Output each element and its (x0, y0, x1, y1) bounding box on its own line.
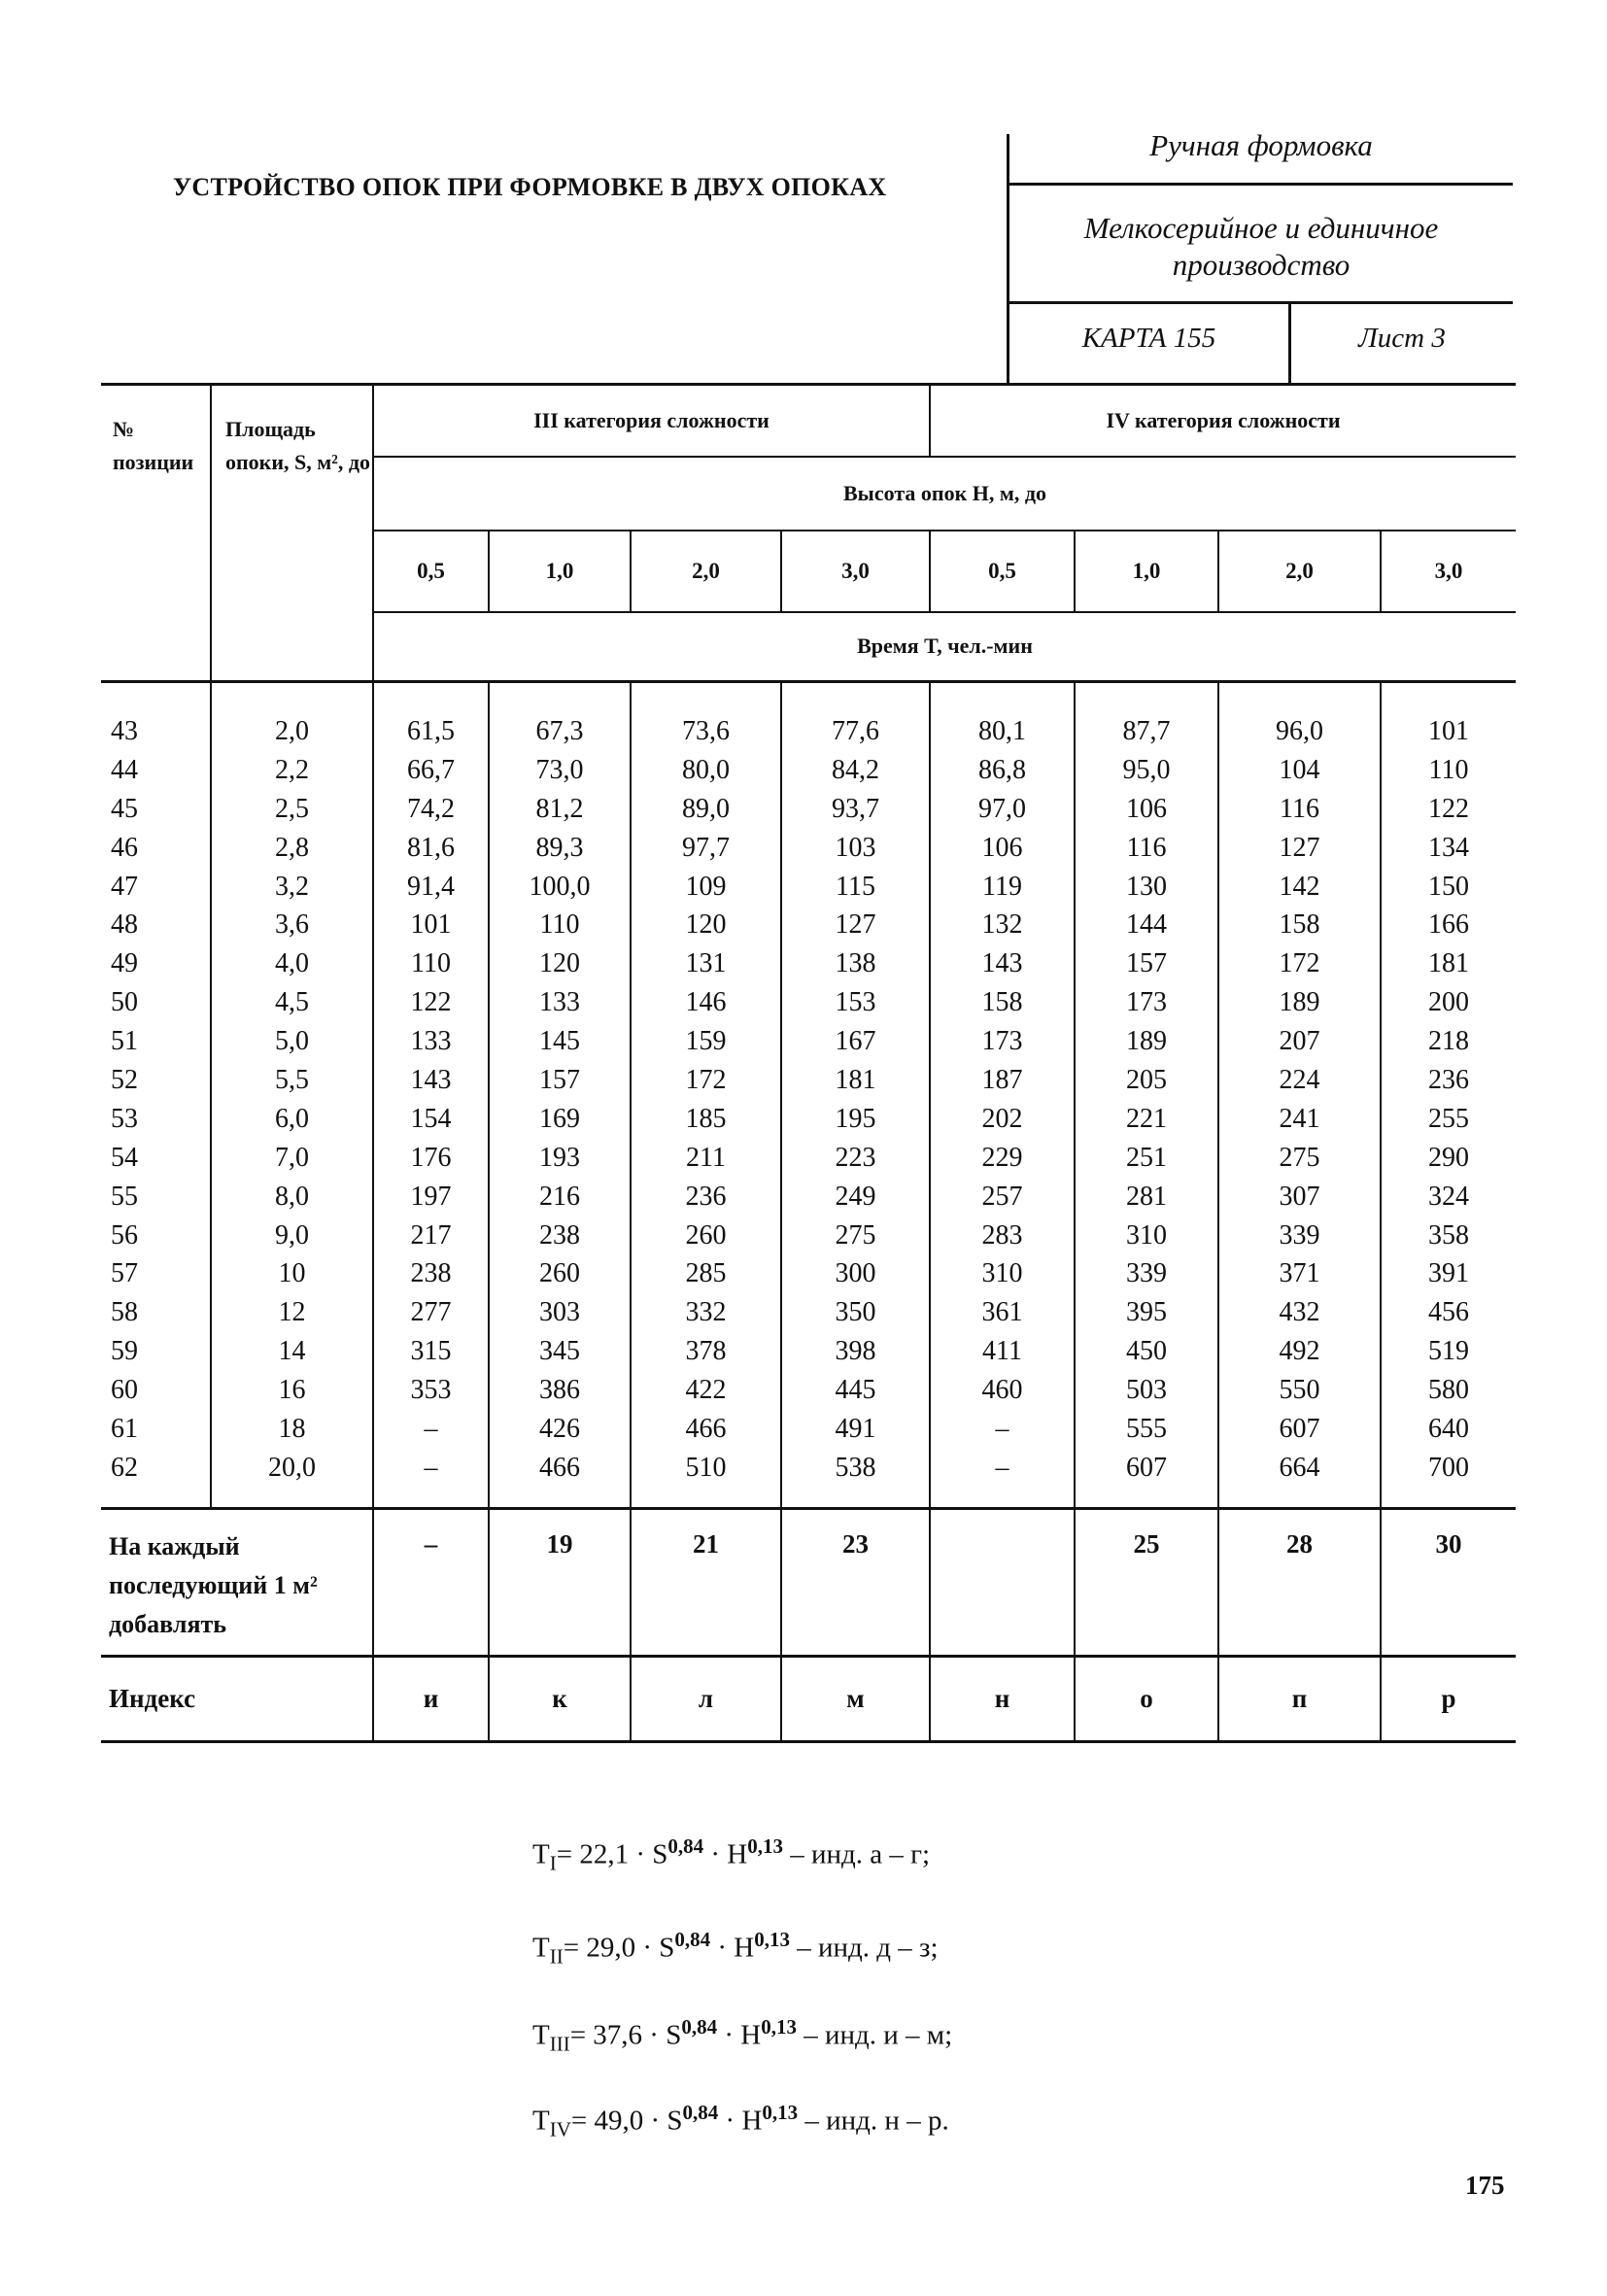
time-value: 386 (489, 1371, 631, 1410)
time-value: 249 (781, 1178, 930, 1217)
time-value: 101 (1381, 682, 1516, 751)
index-value: к (489, 1656, 631, 1741)
area-value: 9,0 (211, 1217, 373, 1255)
time-value: 664 (1218, 1449, 1381, 1508)
formula-subscript: II (549, 1944, 564, 1969)
time-value: 205 (1075, 1061, 1218, 1100)
index-value: и (373, 1656, 489, 1741)
area-value: 16 (211, 1371, 373, 1410)
time-value: 172 (1218, 944, 1381, 983)
area-value: 12 (211, 1293, 373, 1332)
time-value: 218 (1381, 1022, 1516, 1061)
index-value: о (1075, 1656, 1218, 1741)
time-value: 133 (373, 1022, 489, 1061)
index-value: п (1218, 1656, 1381, 1741)
time-value: 91,4 (373, 868, 489, 907)
time-value: 238 (373, 1254, 489, 1293)
area-value: 20,0 (211, 1449, 373, 1508)
table-row (101, 868, 1516, 907)
table-row (101, 829, 1516, 868)
time-value: – (373, 1449, 489, 1508)
time-value: 450 (1075, 1332, 1218, 1371)
time-value: 130 (1075, 868, 1218, 907)
time-value: 224 (1218, 1061, 1381, 1100)
sheet-number: Лист 3 (1358, 323, 1446, 354)
time-value: 93,7 (781, 790, 930, 829)
formula-lhs: T (532, 1932, 550, 1964)
time-value: 87,7 (1075, 682, 1218, 751)
time-value: 120 (489, 944, 631, 983)
time-value: 122 (1381, 790, 1516, 829)
time-value: 310 (1075, 1217, 1218, 1255)
col-header-category-3: III категория сложности (373, 385, 930, 457)
add-per-m2-label: На каждый последующий 1 м² добавлять (101, 1508, 373, 1656)
time-value: 187 (930, 1061, 1075, 1100)
index-row (101, 1656, 1516, 1741)
add-per-m2-value: 19 (489, 1508, 631, 1656)
time-value: 281 (1075, 1178, 1218, 1217)
time-value: 153 (781, 983, 930, 1022)
formula-coefficient: = 29,0 · S (563, 1932, 675, 1964)
time-value: 550 (1218, 1371, 1381, 1410)
formula-coefficient: = 49,0 · S (570, 2105, 683, 2137)
table-row (101, 1178, 1516, 1217)
table-row (101, 1217, 1516, 1255)
position-number: 45 (111, 793, 138, 824)
table-row (101, 906, 1516, 944)
time-value: 133 (489, 983, 631, 1022)
col-header-category-4: IV категория сложности (930, 385, 1516, 457)
time-value: 300 (781, 1254, 930, 1293)
formula-line (532, 2101, 949, 2142)
formula-exponent: 0,13 (761, 2015, 797, 2039)
position-number: 47 (111, 871, 138, 902)
height-value: 1,0 (1075, 531, 1218, 612)
formula-exponent: 0,13 (762, 2101, 799, 2124)
time-value: 167 (781, 1022, 930, 1061)
formula-exponent: 0,13 (747, 1834, 783, 1858)
time-value: 84,2 (781, 751, 930, 790)
position-number: 56 (111, 1219, 138, 1251)
time-value: 422 (631, 1371, 781, 1410)
time-value: 285 (631, 1254, 781, 1293)
time-value: 142 (1218, 868, 1381, 907)
formula-subscript: I (549, 1851, 557, 1875)
table-row (101, 1410, 1516, 1449)
formula-coefficient: = 37,6 · S (569, 2019, 682, 2051)
time-value: 395 (1075, 1293, 1218, 1332)
time-value: 132 (930, 906, 1075, 944)
index-value: н (930, 1656, 1075, 1741)
table-row (101, 944, 1516, 983)
time-value: 275 (781, 1217, 930, 1255)
time-value: 66,7 (373, 751, 489, 790)
time-value: 229 (930, 1139, 1075, 1178)
time-value: 303 (489, 1293, 631, 1332)
position-number: 43 (111, 715, 138, 746)
time-value: 80,0 (631, 751, 781, 790)
time-value: 221 (1075, 1100, 1218, 1139)
time-value: 207 (1218, 1022, 1381, 1061)
time-value: 134 (1381, 829, 1516, 868)
add-per-m2-value: 21 (631, 1508, 781, 1656)
formula-index-range: – инд. н – р. (798, 2105, 949, 2137)
time-value: 77,6 (781, 682, 930, 751)
time-value: 89,3 (489, 829, 631, 868)
time-value: 290 (1381, 1139, 1516, 1178)
time-value: 176 (373, 1139, 489, 1178)
height-value: 1,0 (489, 531, 631, 612)
time-value: 131 (631, 944, 781, 983)
time-value: 158 (1218, 906, 1381, 944)
area-value: 18 (211, 1410, 373, 1449)
add-per-m2-value: – (373, 1508, 489, 1656)
area-value: 8,0 (211, 1178, 373, 1217)
time-value: 195 (781, 1100, 930, 1139)
time-value: 339 (1218, 1217, 1381, 1255)
time-value: 236 (1381, 1061, 1516, 1100)
formula-subscript: III (549, 2032, 570, 2056)
time-value: 445 (781, 1371, 930, 1410)
index-value: л (631, 1656, 781, 1741)
time-value: 106 (1075, 790, 1218, 829)
time-value: 73,0 (489, 751, 631, 790)
area-value: 2,0 (211, 682, 373, 751)
time-value: 154 (373, 1100, 489, 1139)
time-value: 122 (373, 983, 489, 1022)
formula-exponent: 0,84 (667, 1834, 704, 1858)
time-value: – (930, 1449, 1075, 1508)
table-row (101, 1061, 1516, 1100)
time-value: – (373, 1410, 489, 1449)
formula-operator: · H (717, 2019, 762, 2051)
time-value: 73,6 (631, 682, 781, 751)
height-value: 3,0 (1381, 531, 1516, 612)
formula-index-range: – инд. а – г; (782, 1838, 931, 1870)
time-value: 100,0 (489, 868, 631, 907)
time-value: 257 (930, 1178, 1075, 1217)
time-value: 519 (1381, 1332, 1516, 1371)
time-value: 193 (489, 1139, 631, 1178)
col-header-position: № позиции (101, 385, 211, 682)
header-production-line1: Мелкосерийное и единичное (1083, 211, 1439, 245)
time-value: 345 (489, 1332, 631, 1371)
time-value: 101 (373, 906, 489, 944)
time-value: 143 (373, 1061, 489, 1100)
page-number: 175 (1465, 2171, 1505, 2200)
height-value: 3,0 (781, 531, 930, 612)
time-value: 200 (1381, 983, 1516, 1022)
time-value: 255 (1381, 1100, 1516, 1139)
formula-operator: · H (718, 2105, 763, 2137)
time-value: 86,8 (930, 751, 1075, 790)
time-value: 80,1 (930, 682, 1075, 751)
time-value: 241 (1218, 1100, 1381, 1139)
time-value: 110 (373, 944, 489, 983)
formula-lhs: T (532, 1838, 550, 1870)
add-per-m2-row (101, 1508, 1516, 1656)
position-number: 48 (111, 909, 138, 941)
time-value: 109 (631, 868, 781, 907)
area-value: 3,2 (211, 868, 373, 907)
time-value: 251 (1075, 1139, 1218, 1178)
position-number: 59 (111, 1336, 138, 1367)
area-value: 4,5 (211, 983, 373, 1022)
height-header: Высота опок H, м, до (373, 457, 1516, 531)
time-value: 61,5 (373, 682, 489, 751)
formula-exponent: 0,84 (674, 1928, 711, 1951)
time-value: 700 (1381, 1449, 1516, 1508)
time-value: 275 (1218, 1139, 1381, 1178)
time-value: 166 (1381, 906, 1516, 944)
time-value: 144 (1075, 906, 1218, 944)
formula-line (532, 2015, 952, 2056)
height-value: 0,5 (930, 531, 1075, 612)
time-value: 510 (631, 1449, 781, 1508)
time-value: 339 (1075, 1254, 1218, 1293)
time-value: 189 (1218, 983, 1381, 1022)
time-value: 398 (781, 1332, 930, 1371)
table-row (101, 1371, 1516, 1410)
height-value: 2,0 (1218, 531, 1381, 612)
formula-subscript: IV (549, 2117, 571, 2142)
time-value: 283 (930, 1217, 1075, 1255)
position-number: 52 (111, 1064, 138, 1095)
time-value: 607 (1218, 1410, 1381, 1449)
formula-index-range: – инд. и – м; (796, 2019, 953, 2051)
time-value: 173 (930, 1022, 1075, 1061)
position-number: 53 (111, 1103, 138, 1134)
time-value: 81,6 (373, 829, 489, 868)
time-value: 159 (631, 1022, 781, 1061)
time-value: 181 (1381, 944, 1516, 983)
index-value: м (781, 1656, 930, 1741)
card-number: КАРТА 155 (1081, 323, 1216, 354)
time-value: 503 (1075, 1371, 1218, 1410)
time-value: 456 (1381, 1293, 1516, 1332)
add-per-m2-value: 30 (1381, 1508, 1516, 1656)
time-value: 116 (1075, 829, 1218, 868)
time-value: 361 (930, 1293, 1075, 1332)
table-row (101, 1449, 1516, 1508)
time-value: 260 (631, 1217, 781, 1255)
formula-line (532, 1928, 939, 1969)
time-value: 116 (1218, 790, 1381, 829)
table-row (101, 790, 1516, 829)
time-value: 127 (1218, 829, 1381, 868)
position-number: 58 (111, 1297, 138, 1328)
header-production (1009, 210, 1513, 284)
position-number: 57 (111, 1258, 138, 1289)
area-value: 2,5 (211, 790, 373, 829)
time-value: 460 (930, 1371, 1075, 1410)
time-value: 119 (930, 868, 1075, 907)
time-value: 172 (631, 1061, 781, 1100)
height-value: 2,0 (631, 531, 781, 612)
table-row (101, 1332, 1516, 1371)
time-value: 411 (930, 1332, 1075, 1371)
area-value: 2,8 (211, 829, 373, 868)
formula-index-range: – инд. д – з; (789, 1932, 939, 1964)
time-value: 217 (373, 1217, 489, 1255)
time-value: – (930, 1410, 1075, 1449)
time-value: 277 (373, 1293, 489, 1332)
table-row (101, 751, 1516, 790)
time-value: 181 (781, 1061, 930, 1100)
time-value: 324 (1381, 1178, 1516, 1217)
formula-operator: · H (710, 1932, 755, 1964)
time-value: 492 (1218, 1332, 1381, 1371)
area-value: 6,0 (211, 1100, 373, 1139)
time-value: 432 (1218, 1293, 1381, 1332)
table-row (101, 1139, 1516, 1178)
time-value: 260 (489, 1254, 631, 1293)
time-value: 371 (1218, 1254, 1381, 1293)
time-value: 310 (930, 1254, 1075, 1293)
time-value: 315 (373, 1332, 489, 1371)
time-value: 146 (631, 983, 781, 1022)
time-header: Время T, чел.-мин (373, 612, 1516, 682)
index-label: Индекс (101, 1656, 373, 1741)
position-number: 60 (111, 1375, 138, 1406)
time-norms-table (101, 383, 1516, 1743)
time-value: 640 (1381, 1410, 1516, 1449)
time-value: 158 (930, 983, 1075, 1022)
col-header-area: Площадь опоки, S, м², до (211, 385, 373, 682)
time-value: 95,0 (1075, 751, 1218, 790)
time-value: 127 (781, 906, 930, 944)
time-value: 89,0 (631, 790, 781, 829)
time-value: 97,0 (930, 790, 1075, 829)
time-value: 150 (1381, 868, 1516, 907)
formula-coefficient: = 22,1 · S (556, 1838, 668, 1870)
time-value: 607 (1075, 1449, 1218, 1508)
time-value: 157 (1075, 944, 1218, 983)
time-value: 110 (1381, 751, 1516, 790)
time-value: 236 (631, 1178, 781, 1217)
area-value: 10 (211, 1254, 373, 1293)
time-value: 332 (631, 1293, 781, 1332)
area-value: 3,6 (211, 906, 373, 944)
position-number: 55 (111, 1181, 138, 1212)
time-value: 426 (489, 1410, 631, 1449)
area-value: 4,0 (211, 944, 373, 983)
formula-operator: · H (703, 1838, 748, 1870)
time-value: 216 (489, 1178, 631, 1217)
time-value: 211 (631, 1139, 781, 1178)
time-value: 555 (1075, 1410, 1218, 1449)
position-number: 49 (111, 948, 138, 979)
header-rule (1009, 301, 1513, 304)
position-number: 61 (111, 1413, 138, 1444)
time-value: 103 (781, 829, 930, 868)
time-value: 358 (1381, 1217, 1516, 1255)
time-value: 173 (1075, 983, 1218, 1022)
time-value: 169 (489, 1100, 631, 1139)
table-row (101, 1100, 1516, 1139)
time-value: 104 (1218, 751, 1381, 790)
add-per-m2-value: 23 (781, 1508, 930, 1656)
formula-exponent: 0,84 (682, 2101, 719, 2124)
add-per-m2-value: 25 (1075, 1508, 1218, 1656)
time-value: 110 (489, 906, 631, 944)
formula-exponent: 0,13 (754, 1928, 790, 1951)
area-value: 14 (211, 1332, 373, 1371)
header-production-line2: производство (1172, 248, 1351, 282)
time-value: 202 (930, 1100, 1075, 1139)
area-value: 2,2 (211, 751, 373, 790)
time-value: 238 (489, 1217, 631, 1255)
position-number: 50 (111, 987, 138, 1018)
position-number: 54 (111, 1142, 138, 1173)
table-row (101, 1254, 1516, 1293)
area-value: 5,0 (211, 1022, 373, 1061)
formula-lhs: T (532, 2019, 550, 2051)
time-value: 81,2 (489, 790, 631, 829)
header-method: Ручная формовка (1149, 128, 1373, 162)
time-value: 97,7 (631, 829, 781, 868)
table-row (101, 1022, 1516, 1061)
time-value: 538 (781, 1449, 930, 1508)
time-value: 378 (631, 1332, 781, 1371)
position-number: 62 (111, 1452, 138, 1483)
time-value: 96,0 (1218, 682, 1381, 751)
time-value: 120 (631, 906, 781, 944)
time-value: 223 (781, 1139, 930, 1178)
header-rule (1009, 183, 1513, 186)
time-value: 391 (1381, 1254, 1516, 1293)
time-value: 466 (631, 1410, 781, 1449)
area-value: 7,0 (211, 1139, 373, 1178)
time-value: 197 (373, 1178, 489, 1217)
formula-lhs: T (532, 2105, 550, 2137)
position-number: 46 (111, 832, 138, 863)
time-value: 307 (1218, 1178, 1381, 1217)
time-value: 67,3 (489, 682, 631, 751)
time-value: 157 (489, 1061, 631, 1100)
index-value: р (1381, 1656, 1516, 1741)
time-value: 74,2 (373, 790, 489, 829)
height-value: 0,5 (373, 531, 489, 612)
time-value: 580 (1381, 1371, 1516, 1410)
time-value: 145 (489, 1022, 631, 1061)
time-value: 185 (631, 1100, 781, 1139)
add-per-m2-value (930, 1508, 1075, 1656)
formula-line (532, 1834, 930, 1875)
time-value: 466 (489, 1449, 631, 1508)
time-value: 138 (781, 944, 930, 983)
time-value: 189 (1075, 1022, 1218, 1061)
formula-exponent: 0,84 (681, 2015, 718, 2039)
time-value: 350 (781, 1293, 930, 1332)
position-number: 44 (111, 754, 138, 785)
table-row (101, 983, 1516, 1022)
add-per-m2-value: 28 (1218, 1508, 1381, 1656)
document-title: УСТРОЙСТВО ОПОК ПРИ ФОРМОВКЕ В ДВУХ ОПОКАХ (173, 173, 887, 201)
position-number: 51 (111, 1026, 138, 1057)
time-value: 106 (930, 829, 1075, 868)
time-value: 143 (930, 944, 1075, 983)
table-row (101, 1293, 1516, 1332)
time-value: 353 (373, 1371, 489, 1410)
time-value: 491 (781, 1410, 930, 1449)
area-value: 5,5 (211, 1061, 373, 1100)
table-row (101, 682, 1516, 751)
time-value: 115 (781, 868, 930, 907)
